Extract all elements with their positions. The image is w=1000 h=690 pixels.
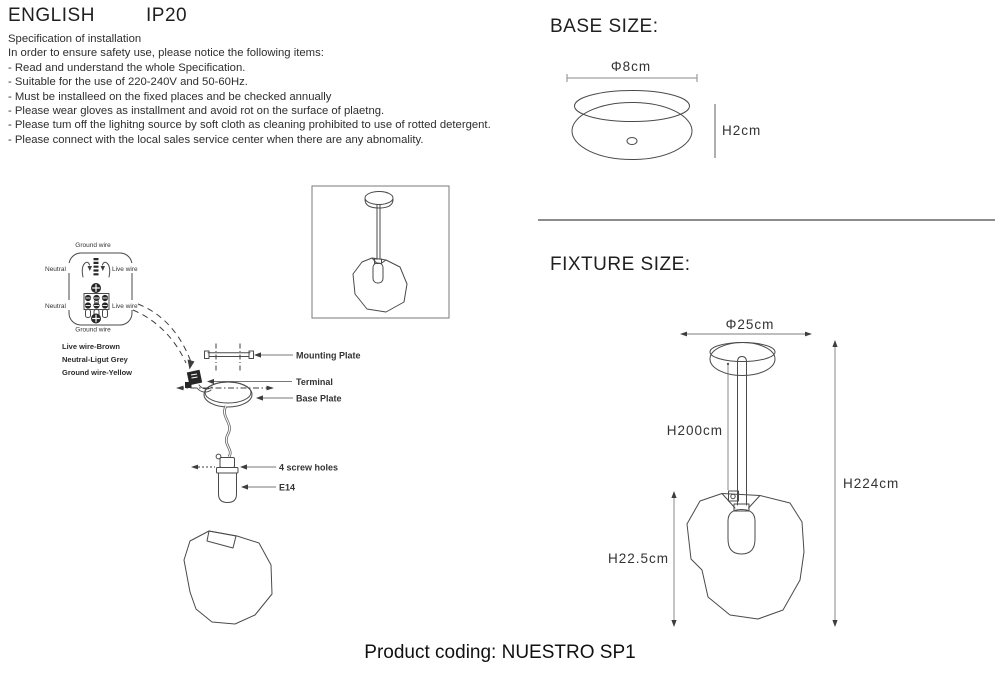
wiring-legend bbox=[62, 342, 132, 377]
base-size-diagram bbox=[540, 40, 1000, 180]
language-title: ENGLISH bbox=[8, 5, 95, 26]
spec-block bbox=[8, 32, 548, 147]
installation-diagram bbox=[0, 170, 480, 645]
fixture-rod bbox=[738, 357, 747, 506]
left-hook-wire bbox=[82, 262, 89, 277]
ground-wire-top-label: Ground wire bbox=[75, 242, 111, 249]
overview-canopy bbox=[365, 192, 393, 205]
base-height-label: H2cm bbox=[722, 123, 762, 138]
base-plate-label: Base Plate bbox=[296, 393, 342, 404]
terminal-wiring-diagram bbox=[44, 242, 138, 334]
neutral-bottom-label: Neutral bbox=[45, 303, 66, 310]
section-divider bbox=[538, 219, 995, 221]
spec-item: - Must be installeed on the fixed places and be checked annually bbox=[8, 90, 332, 103]
dashed-connection-arrow bbox=[133, 304, 195, 370]
ground-wire-bottom-label: Ground wire bbox=[75, 326, 111, 334]
terminal-drawing bbox=[185, 370, 212, 392]
neutral-top-label: Neutral bbox=[45, 266, 66, 273]
spec-item: - Please connect with the local sales service center when there are any abnomality. bbox=[8, 133, 424, 146]
screw-holes-label: 4 screw holes bbox=[279, 462, 339, 473]
total-height-label: H224cm bbox=[843, 476, 900, 491]
legend-neutral: Neutral-Ligut Grey bbox=[62, 355, 128, 364]
live-wire-bottom-label: Live wire bbox=[112, 303, 138, 310]
fixture-size-diagram bbox=[560, 300, 1000, 640]
shade-height-label: H22.5cm bbox=[607, 551, 669, 566]
fixture-diameter-label: Φ25cm bbox=[725, 317, 775, 332]
base-canopy-drawing bbox=[572, 91, 692, 160]
base-diameter-label: Φ8cm bbox=[610, 59, 652, 74]
overview-canopy-rim bbox=[365, 200, 393, 209]
rod-height-dimension bbox=[727, 363, 729, 490]
spec-intro: In order to ensure safety use, please notice the following items: bbox=[8, 47, 324, 60]
mounting-plate-drawing bbox=[205, 344, 254, 372]
glass-shade-drawing bbox=[184, 531, 272, 624]
base-size-heading: BASE SIZE: bbox=[550, 16, 659, 37]
socket-label: E14 bbox=[279, 482, 296, 493]
right-hook-wire bbox=[103, 262, 110, 277]
fixture-diameter-dimension bbox=[680, 332, 812, 337]
cord-drawing bbox=[224, 406, 230, 457]
spec-item: - Please wear gloves as installment and avoid rot on the surface of plaetng. bbox=[8, 105, 385, 118]
ip-rating: IP20 bbox=[146, 5, 188, 26]
total-height-dimension bbox=[832, 340, 837, 627]
screw-terminals bbox=[85, 295, 108, 309]
mounting-plate-label: Mounting Plate bbox=[296, 350, 361, 361]
socket-drawing bbox=[216, 454, 238, 502]
bulb bbox=[728, 510, 755, 555]
overview-shade bbox=[353, 258, 407, 312]
left-hook-arrow bbox=[88, 266, 93, 271]
base-diameter-dimension bbox=[567, 74, 697, 82]
shade-height-dimension bbox=[671, 491, 676, 627]
right-hook-arrow bbox=[101, 266, 106, 271]
product-coding: Product coding: NUESTRO SP1 bbox=[364, 642, 636, 663]
rod-height-label: H200cm bbox=[666, 423, 723, 438]
legend-ground: Ground wire-Yellow bbox=[62, 368, 133, 377]
pendant-overview-box bbox=[312, 186, 449, 318]
assembly-diagram bbox=[176, 344, 361, 625]
legend-live: Live wire-Brown bbox=[62, 342, 120, 351]
spec-item: - Read and understand the whole Specification. bbox=[8, 61, 246, 74]
spec-item: - Suitable for the use of 220-240V and 50-60Hz. bbox=[8, 76, 248, 89]
terminal-label: Terminal bbox=[296, 377, 333, 387]
live-wire-top-label: Live wire bbox=[112, 266, 138, 273]
spec-heading: Specification of installation bbox=[8, 33, 142, 45]
overview-bulb bbox=[373, 263, 383, 283]
fixture-canopy-drawing bbox=[710, 343, 775, 376]
spec-item: - Please tum off the lighitng source by soft cloth as cleaning prohibited to use of rotted detergent. bbox=[8, 119, 491, 132]
fixture-shade-drawing bbox=[687, 491, 804, 619]
fixture-size-heading: FIXTURE SIZE: bbox=[550, 254, 691, 275]
